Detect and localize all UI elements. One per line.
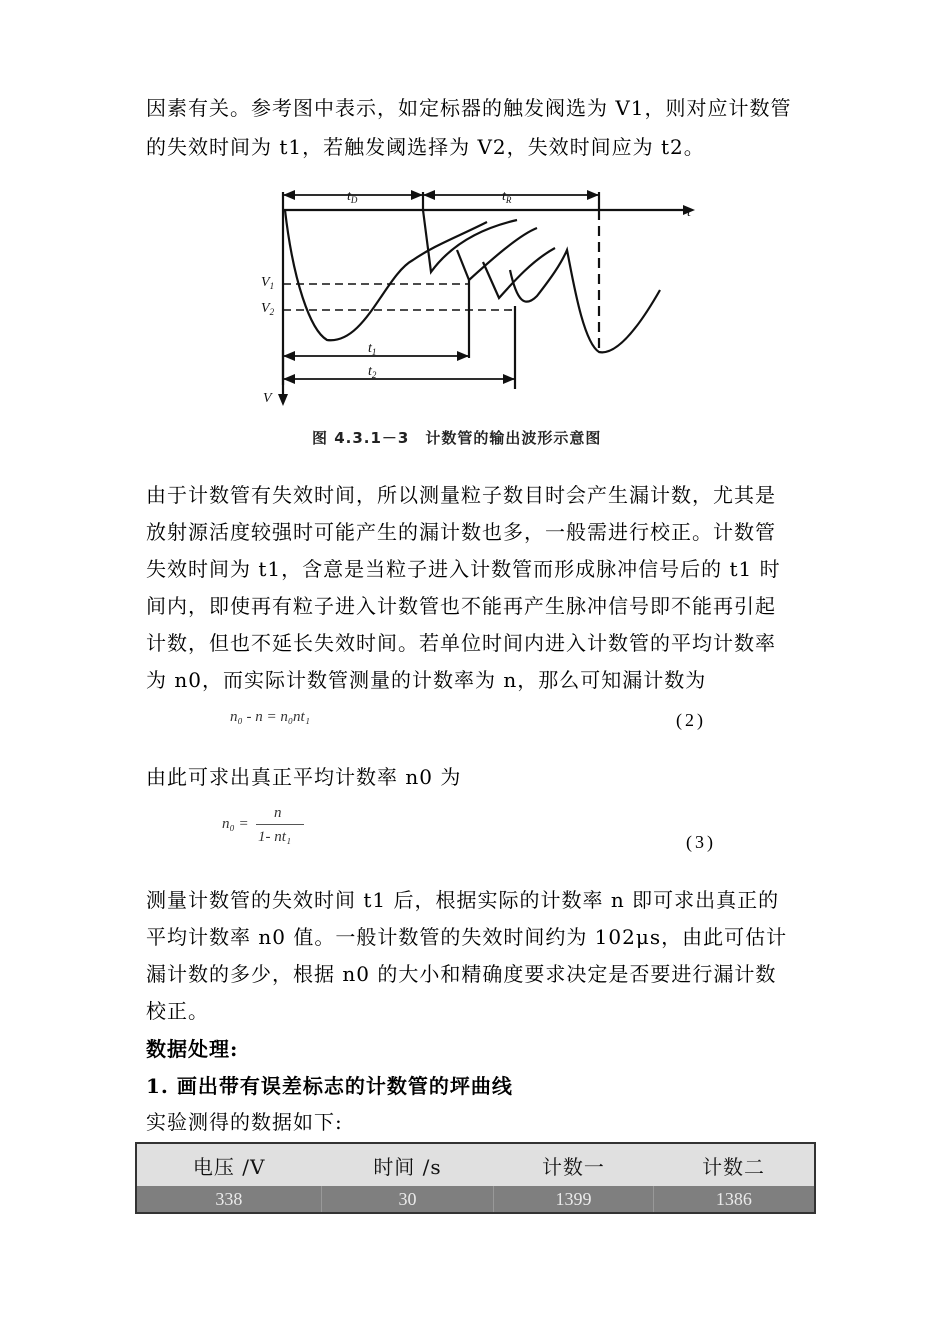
cell-count-1: 1399	[494, 1186, 653, 1213]
equation-3-number: (3)	[686, 832, 716, 852]
tD-label: $t_D$	[347, 189, 358, 205]
equation-3-lhs: n₀ =	[222, 816, 249, 832]
second-pulse-curve	[423, 210, 517, 272]
equation-3-numerator: n	[274, 805, 282, 821]
header-count-2: 计数二	[653, 1143, 815, 1186]
derive-line: 由此可求出真正平均计数率 n0 为	[146, 765, 462, 789]
v-axis-label: V	[263, 391, 272, 406]
body-line-6: 为 n0，而实际计数管测量的计数率为 n，那么可知漏计数为	[146, 668, 707, 692]
equation-2: n₀ - n = n₀nt₁	[230, 709, 310, 725]
header-voltage: 电压 /V	[136, 1143, 321, 1186]
cell-count-2: 1386	[653, 1186, 815, 1213]
third-pulse-curve	[457, 228, 537, 280]
after-line-2: 平均计数率 n0 值。一般计数管的失效时间约为 102μs，由此可估计	[146, 925, 788, 949]
section-subheading: 1. 画出带有误差标志的计数管的坪曲线	[146, 1074, 513, 1098]
tR-label: $t_R$	[502, 189, 512, 205]
header-count-1: 计数一	[494, 1143, 653, 1186]
after-line-4: 校正。	[146, 999, 209, 1023]
body-line-5: 计数，但也不延长失效时间。若单位时间内进入计数管的平均计数率	[146, 631, 776, 655]
counter-waveform-figure	[255, 180, 715, 420]
table-header-row	[136, 1143, 815, 1186]
body-line-4: 间内，即使再有粒子进入计数管也不能再产生脉冲信号即不能再引起	[146, 594, 776, 618]
fourth-pulse-curve	[510, 250, 660, 352]
equation-3-denominator: 1- nt₁	[258, 829, 292, 845]
t1-label: $t_1$	[368, 341, 377, 357]
t-axis-label: t	[687, 205, 691, 220]
v2-label: $V_2$	[261, 301, 275, 317]
header-time: 时间 /s	[321, 1143, 494, 1186]
body-line-2: 放射源活度较强时可能产生的漏计数也多，一般需进行校正。计数管	[146, 520, 776, 544]
table-row	[136, 1186, 815, 1213]
after-line-3: 漏计数的多少，根据 n0 的大小和精确度要求决定是否要进行漏计数	[146, 962, 777, 986]
data-table	[135, 1142, 816, 1214]
cell-voltage: 338	[136, 1186, 321, 1213]
figure-caption: 图 4.3.1－3 计数管的输出波形示意图	[312, 429, 602, 447]
section-intro: 实验测得的数据如下:	[146, 1110, 343, 1134]
t2-label: $t_2$	[368, 364, 377, 380]
intro-line-2: 的失效时间为 t1，若触发阈选择为 V2，失效时间应为 t2。	[146, 135, 705, 159]
fraction-bar	[256, 824, 304, 825]
main-pulse-curve	[285, 210, 487, 340]
cell-time: 30	[321, 1186, 494, 1213]
body-line-1: 由于计数管有失效时间，所以测量粒子数目时会产生漏计数，尤其是	[146, 483, 776, 507]
intro-line-1: 因素有关。参考图中表示，如定标器的触发阀选为 V1，则对应计数管	[146, 96, 792, 120]
v-axis-arrow	[278, 394, 288, 406]
after-line-1: 测量计数管的失效时间 t1 后，根据实际的计数率 n 即可求出真正的	[146, 888, 780, 912]
body-line-3: 失效时间为 t1，含意是当粒子进入计数管而形成脉冲信号后的 t1 时	[146, 557, 781, 581]
equation-2-number: (2)	[676, 710, 706, 730]
section-heading: 数据处理:	[146, 1037, 239, 1061]
v1-label: $V_1$	[261, 275, 275, 291]
